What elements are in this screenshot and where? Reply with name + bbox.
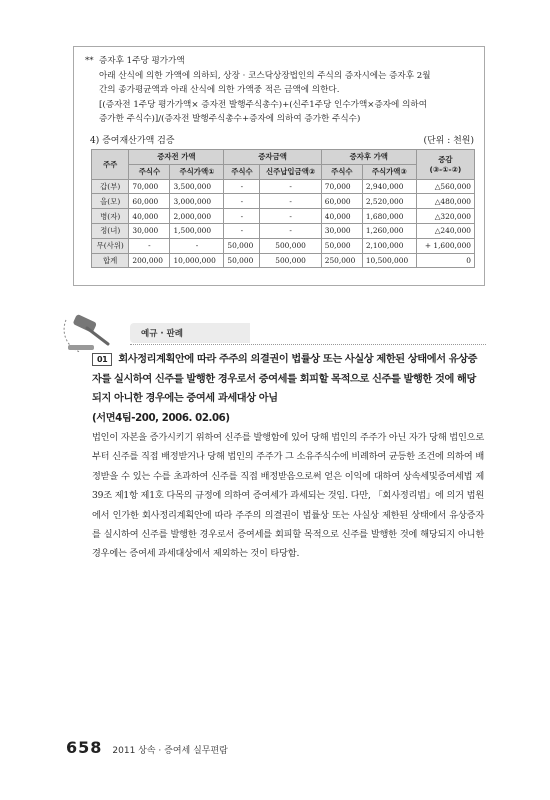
section-heading	[90, 133, 474, 146]
table-cell: △480,000	[416, 194, 474, 209]
table-cell: 1,680,000	[362, 209, 416, 224]
table-cell: 1,260,000	[362, 223, 416, 238]
row-label: 합계	[92, 253, 129, 268]
row-label: 정(녀)	[92, 223, 129, 238]
note-line: 아래 산식에 의한 가액에 의하되, 상장 · 코스닥상장법인의 주식의 증자시에는 증자후 2월	[99, 70, 431, 81]
gavel-icon	[60, 312, 120, 354]
table-total-row	[92, 253, 475, 268]
note-marker: **	[85, 56, 94, 66]
row-label: 무(사위)	[92, 238, 129, 253]
subheader: 신주납입금액②	[260, 164, 321, 179]
table-cell: 40,000	[129, 209, 170, 224]
note-line: [(증자전 1주당 평가가액× 증자전 발행주식총수)+(신주1주당 인수가액×증자에 의하여	[99, 99, 427, 110]
table-cell: △240,000	[416, 223, 474, 238]
note-line: 간의 종가평균액과 아래 산식에 의한 가액중 적은 금액에 의한다.	[99, 85, 340, 95]
page-footer	[66, 738, 228, 757]
table-cell: 30,000	[129, 223, 170, 238]
table-row	[92, 194, 475, 209]
table-row	[92, 179, 475, 194]
subheader: 주식수	[321, 164, 362, 179]
note-line: 증자후 1주당 평가가액	[99, 56, 185, 66]
table-cell: 50,000	[224, 238, 260, 253]
table-cell: 500,000	[260, 238, 321, 253]
page-number: 658	[66, 738, 103, 757]
table-cell: 2,520,000	[362, 194, 416, 209]
table-cell: 200,000	[129, 253, 170, 268]
table-cell: 50,000	[224, 253, 260, 268]
subheader: 주식가액①	[170, 164, 224, 179]
header-delta	[416, 150, 474, 180]
table-cell: △560,000	[416, 179, 474, 194]
table-cell: 70,000	[129, 179, 170, 194]
ruling-body: 법인이 자본을 증가시키기 위하여 신주를 발행함에 있어 당해 법인의 주주가 아닌 자가 당해 법인으로부터 신주를 직접 배정받거나 당해 법인의 주주가 그 소유주식수에 비례하여 균등한 조건에 의하여 배정받을 수 있는 수를 초과하여 신주를 직접 배정받음으로써 얻은 이익에 대하여 상속세및증여세법 제39조 제1항 제1호 다목의 규정에 의하여 증여세가 과세되는 것임. 다만, 「회사정리법」에 의거 법원에서 인가한 회사정리계획안에 따라 주주의 의결권이 법률상 또는 사실상 제한된 상태에서 유상증자를 실시하여 신주를 발행한 경우로서 증여세를 회피할 목적으로 신주를 발행한 것에 해당되지 아니한 경우에는 증여세 과세대상에서 제외하는 것이 타당함.	[92, 432, 484, 560]
table-cell: 3,500,000	[170, 179, 224, 194]
ruling-tab-label: 예규 · 판례	[141, 329, 183, 339]
subheader: 주식수	[224, 164, 260, 179]
table-cell: 0	[416, 253, 474, 268]
table-cell: 50,000	[321, 238, 362, 253]
ruling-number: 01	[92, 353, 112, 366]
valuation-table	[91, 149, 475, 268]
table-cell: -	[224, 179, 260, 194]
table-cell: -	[224, 209, 260, 224]
table-cell: -	[170, 238, 224, 253]
table-cell: 10,000,000	[170, 253, 224, 268]
book-title: 2011 상속 · 증여세 실무편람	[112, 746, 228, 756]
valuation-note	[85, 54, 480, 127]
header-increase: 증자금액	[224, 150, 321, 165]
section-title: 4) 증여재산가액 검증	[90, 136, 175, 146]
table-cell: 10,500,000	[362, 253, 416, 268]
table-cell: 60,000	[321, 194, 362, 209]
dotted-divider	[130, 344, 486, 345]
table-cell: △320,000	[416, 209, 474, 224]
table-cell: -	[224, 194, 260, 209]
table-cell: -	[129, 238, 170, 253]
row-label: 을(모)	[92, 194, 129, 209]
table-cell: + 1,600,000	[416, 238, 474, 253]
table-cell: 3,000,000	[170, 194, 224, 209]
table-cell: -	[260, 194, 321, 209]
table-cell: 70,000	[321, 179, 362, 194]
table-cell: 1,500,000	[170, 223, 224, 238]
table-cell: 2,100,000	[362, 238, 416, 253]
row-label: 갑(부)	[92, 179, 129, 194]
note-line: 증가한 주식수)]/(증자전 발행주식총수+증자에 의하여 증가한 주식수)	[99, 114, 361, 124]
table-cell: 2,940,000	[362, 179, 416, 194]
header-delta-formula: (③-①-②)	[429, 165, 462, 175]
header-before: 증자전 가액	[129, 150, 224, 165]
ruling-citation: (서면4팀-200, 2006. 02.06)	[92, 412, 230, 424]
ruling-case	[92, 350, 484, 564]
table-row	[92, 209, 475, 224]
table-row	[92, 238, 475, 253]
ruling-title-text: 회사정리계획안에 따라 주주의 의결권이 법률상 또는 사실상 제한된 상태에서 유상증자를 실시하여 신주를 발행한 경우로서 증여세를 회피할 목적으로 신주를 발행한 것에 해당되지 아니한 경우에는 증여세 과세대상 아님	[92, 354, 478, 404]
table-cell: 250,000	[321, 253, 362, 268]
table-cell: 40,000	[321, 209, 362, 224]
table-cell: 30,000	[321, 223, 362, 238]
subheader: 주식가액③	[362, 164, 416, 179]
table-cell: 60,000	[129, 194, 170, 209]
table-cell: 500,000	[260, 253, 321, 268]
ruling-title	[92, 350, 484, 409]
header-delta-label: 증감	[438, 155, 453, 165]
row-label: 병(자)	[92, 209, 129, 224]
table-cell: -	[224, 223, 260, 238]
unit-label: (단위 : 천원)	[423, 136, 474, 146]
header-after: 증자후 가액	[321, 150, 416, 165]
table-cell: -	[260, 223, 321, 238]
header-shareholder: 주주	[92, 150, 129, 180]
table-cell: 2,000,000	[170, 209, 224, 224]
table-row	[92, 223, 475, 238]
subheader: 주식수	[129, 164, 170, 179]
table-cell: -	[260, 209, 321, 224]
table-cell: -	[260, 179, 321, 194]
